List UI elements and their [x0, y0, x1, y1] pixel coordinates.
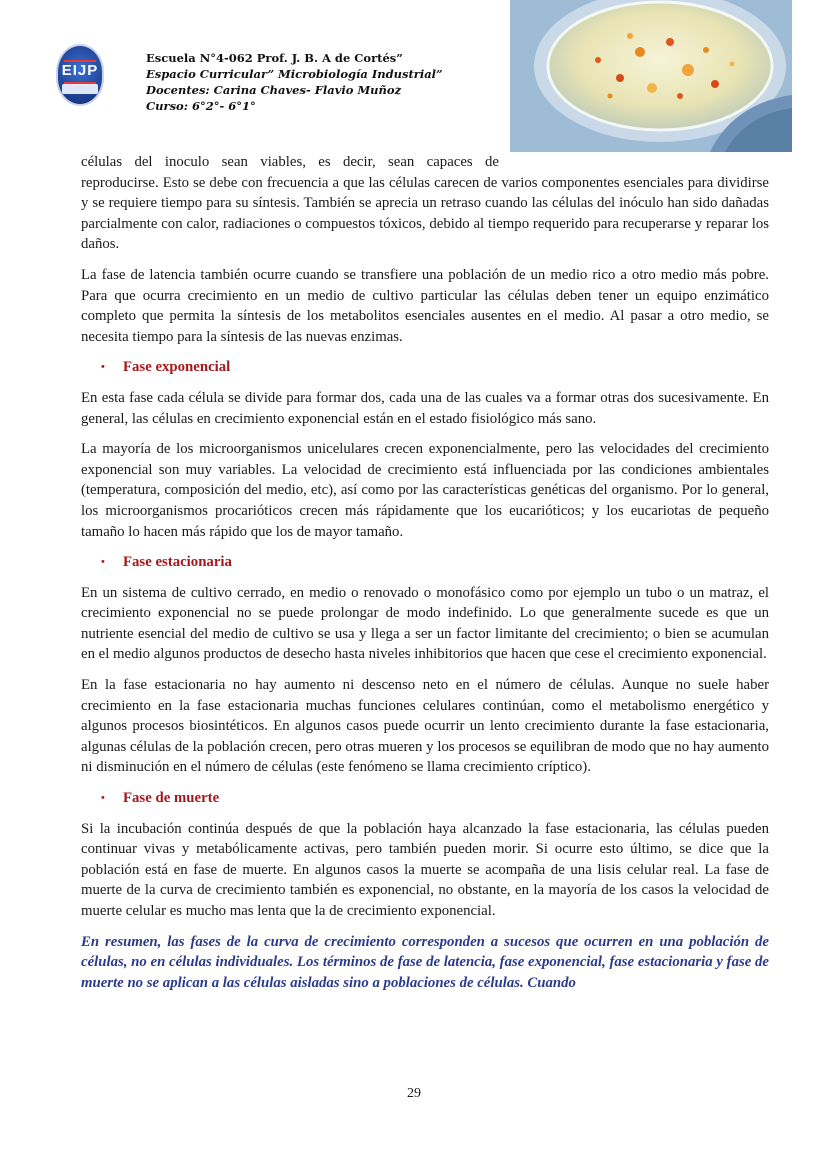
- paragraph-death-phase: Si la incubación continúa después de que la población haya alcanzado la fase estacionaria, las células pueden continuar vivas y metabólicamente activas, pero también pueden morir. Si ocurre esto último, se dice que la población está en fase de muerte. En algunos casos la muerte se acompaña de una lisis celular real. La fase de muerte de la curva de crecimiento también es exponencial, no obstante, en la mayoría de los casos la velocidad de muerte celular es mucho mas lenta que la de crecimiento exponencial.: [81, 820, 769, 919]
- heading-text: Fase de muerte: [123, 790, 220, 807]
- paragraph-lag-phase-continued: [81, 152, 769, 255]
- bullet-icon: •: [101, 792, 105, 805]
- paragraph-exponential-2: La mayoría de los microorganismos unicelulares crecen exponencialmente, pero las velocidades del crecimiento exponencial son muy variables. La velocidad de crecimiento está influenciada por las condiciones ambientales (temperatura, composición del medio, etc), así como por las características genéticas del organismo. Por lo general, los microorganismos procarióticos crecen más rápidamente que los eucarióticos; y los eucariotas de pequeño tamaño lo hacen más rápido que los de mayor tamaño.: [81, 441, 769, 540]
- heading-exponential-phase: [101, 357, 769, 378]
- teachers: Docentes: Carina Chaves- Flavio Muñoz: [146, 83, 402, 97]
- page-content: [81, 152, 769, 993]
- paragraph-first-line: células del inoculo sean viables, es decir, sean capaces de: [81, 154, 499, 170]
- school-name: Escuela N°4-062 Prof. J. B. A de Cortés”: [146, 51, 403, 65]
- subject-name: Espacio Curricular” Microbiología Industrial”: [146, 67, 443, 81]
- summary-paragraph: En resumen, las fases de la curva de crecimiento corresponden a sucesos que ocurren en una población de células, no en células individuales. Los términos de fase de latencia, fase exponencial, fase estacionaria y fase de muerte no se aplican a las células aisladas sino a poblaciones de células. Cuando: [81, 933, 769, 991]
- bullet-icon: •: [101, 556, 105, 569]
- heading-stationary-phase: [101, 552, 769, 573]
- petri-dish-photo: [510, 0, 792, 152]
- bullet-icon: •: [101, 361, 105, 374]
- paragraph-text: reproducirse. Esto se debe con frecuencia a que las células carecen de varios componentes esenciales para dividirse y se requiere tiempo para su síntesis. También se aprecia un retraso cuando las células del inóculo han sido dañadas parcialmente con calor, radiaciones o compuestos tóxicos, debido al tiempo requerido para recuperarse y reparar los daños.: [81, 174, 769, 253]
- heading-text: Fase exponencial: [123, 359, 231, 376]
- paragraph-stationary-1: En un sistema de cultivo cerrado, en medio o renovado o monofásico como por ejemplo un tubo o un matraz, el crecimiento exponencial no se puede prolongar de modo indefinido. Lo que generalmente sucede es que un nutriente esencial del medio de cultivo se usa y llega a ser un factor limitante del crecimiento; o bien se acumulan en el medio algunos productos de desecho hasta niveles inhibitorios que hacen que cese el crecimiento exponencial.: [81, 584, 769, 663]
- petri-dish-illustration: [510, 0, 792, 152]
- heading-text: Fase estacionaria: [123, 554, 232, 571]
- school-info: [146, 50, 443, 114]
- course: Curso: 6°2°- 6°1°: [146, 99, 256, 113]
- paragraph-exponential-1: En esta fase cada célula se divide para formar dos, cada una de las cuales va a formar otras dos sucesivamente. En general, las células en crecimiento exponencial están en el estado fisiológico más sano.: [81, 389, 769, 427]
- paragraph-stationary-2: En la fase estacionaria no hay aumento ni descenso neto en el número de células. Aunque no suele haber crecimiento en la fase estacionaria muchas funciones celulares continúan, como el metabolismo energético y algunos procesos biosintéticos. En algunos casos puede ocurrir un lento crecimiento durante la fase estacionaria, algunas células de la población crecen, pero otras mueren y los procesos se equilibran de modo que no hay aumento ni disminución en el número de células (este fenómeno se llama crecimiento críptico).: [81, 677, 769, 776]
- page-number: 29: [407, 1086, 421, 1101]
- logo-text: EIJP: [61, 62, 99, 79]
- paragraph-lag-phase-transfer: La fase de latencia también ocurre cuando se transfiere una población de un medio rico a otro medio más pobre. Para que ocurra crecimiento en un medio de cultivo particular las células deben tener un equipo enzimático completo que permita la síntesis de los metabolitos esenciales ausentes en el medio. Al pasar a otro medio, se necesita tiempo para la síntesis de las nuevas enzimas.: [81, 266, 769, 345]
- logo-ribbon: [62, 84, 98, 94]
- heading-death-phase: [101, 788, 769, 809]
- school-logo: [56, 44, 104, 106]
- page-header: [0, 0, 828, 156]
